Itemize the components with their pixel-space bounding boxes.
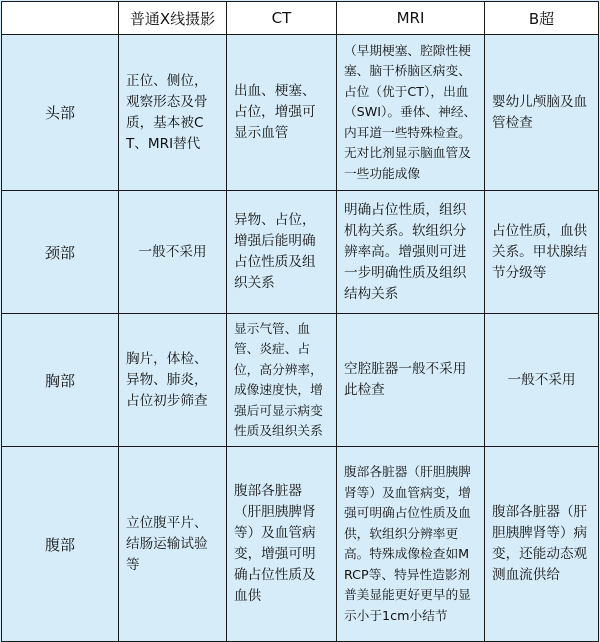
cell-abdomen-xray <box>119 447 227 642</box>
row-label-chest: 胸部 <box>2 314 119 447</box>
header-ultrasound: B超 <box>485 2 599 35</box>
cell-text: 显示气管、血管、炎症、占位，高分辨率，成像速度快，增强后可显示病变性质及组织关系 <box>234 320 323 438</box>
cell-text: 立位腹平片、结肠运输试验等 <box>126 514 208 573</box>
cell-text: 一般不采用 <box>507 371 576 388</box>
cell-chest-ultrasound <box>485 314 599 447</box>
cell-neck-xray <box>119 191 227 314</box>
header-mri: MRI <box>337 2 485 35</box>
cell-chest-ct <box>227 314 337 447</box>
header-corner <box>2 2 119 35</box>
row-label-abdomen: 腹部 <box>2 447 119 642</box>
row-label-head: 头部 <box>2 35 119 191</box>
table-row-neck <box>2 191 599 314</box>
cell-neck-ultrasound <box>485 191 599 314</box>
cell-text: 异物、占位，增强后能明确占位性质及组织关系 <box>234 212 316 291</box>
cell-text: 胸片，体检、异物、肺炎，占位初步筛查 <box>126 350 208 409</box>
cell-text: 出血、梗塞、占位，增强可显示血管 <box>234 83 316 141</box>
cell-text: （早期梗塞、腔隙性梗塞、脑干桥脑区病变、占位（优于CT），出血（SWI）。垂体、神经、内耳道一些特殊检查。无对比剂显示脑血管及一些功能成像 <box>344 42 477 181</box>
cell-text: 腹部各脏器（肝胆胰脾肾等）病变，还能动态观测血流供给 <box>492 504 588 583</box>
cell-head-mri <box>337 35 485 191</box>
cell-chest-mri <box>337 314 485 447</box>
cell-text: 婴幼儿颅脑及血管检查 <box>492 93 588 131</box>
cell-abdomen-ultrasound <box>485 447 599 642</box>
cell-text: 一般不采用 <box>138 243 207 260</box>
header-ct: CT <box>227 2 337 35</box>
cell-head-ct <box>227 35 337 191</box>
row-label-neck: 颈部 <box>2 191 119 314</box>
header-xray: 普通X线摄影 <box>119 2 227 35</box>
imaging-comparison-table <box>1 1 599 642</box>
cell-text: 腹部各脏器（肝胆胰脾肾等）及血管病变，增强可明确占位性质及血供 <box>234 483 316 604</box>
cell-text: 腹部各脏器（肝胆胰脾肾等）及血管病变，增强可明确占位性质及血供，软组织分辨率更高。特殊成像检查如MRCP等、特异性造影剂普美显能更好更早的显示小于1cm小结节 <box>344 464 471 623</box>
table-row-head <box>2 35 599 191</box>
cell-text: 正位、侧位，观察形态及骨质，基本被CT、MRI替代 <box>126 72 208 152</box>
cell-head-xray <box>119 35 227 191</box>
cell-chest-xray <box>119 314 227 447</box>
table-row-chest <box>2 314 599 447</box>
cell-text: 占位性质，血供关系。甲状腺结节分级等 <box>492 222 588 281</box>
cell-abdomen-ct <box>227 447 337 642</box>
cell-head-ultrasound <box>485 35 599 191</box>
cell-text: 明确占位性质，组织机构关系。软组织分辨率高。增强则可进一步明确性质及组织结构关系 <box>344 201 467 302</box>
cell-abdomen-mri <box>337 447 485 642</box>
table-row-abdomen <box>2 447 599 642</box>
cell-neck-ct <box>227 191 337 314</box>
cell-neck-mri <box>337 191 485 314</box>
header-row <box>2 2 599 35</box>
cell-text: 空腔脏器一般不采用此检查 <box>344 361 467 398</box>
